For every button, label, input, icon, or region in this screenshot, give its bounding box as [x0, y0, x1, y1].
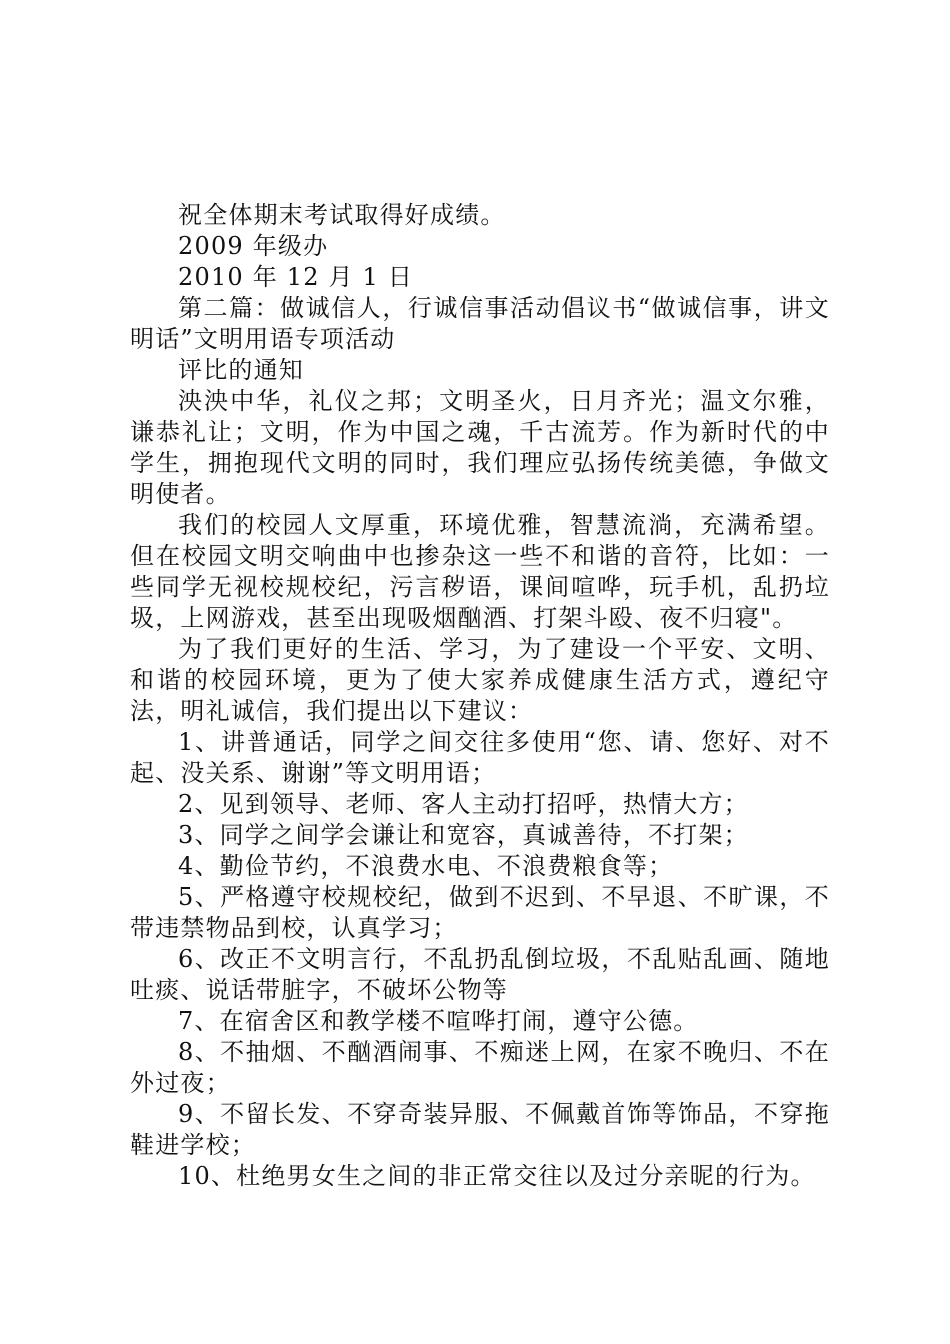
suggestion-item: 9、不留长发、不穿奇装异服、不佩戴首饰等饰品，不穿拖鞋进学校； — [130, 1100, 830, 1159]
suggestion-item: 1、讲普通话，同学之间交往多使用“您、请、您好、对不起、没关系、谢谢”等文明用语； — [130, 728, 830, 787]
section-subtitle: 评比的通知 — [178, 356, 304, 384]
paragraph-purpose: 为了我们更好的生活、学习，为了建设一个平安、文明、和谐的校园环境，更为了使大家养成健康生活方式，遵纪守法，明礼诚信，我们提出以下建议： — [130, 635, 830, 725]
signature-org: 2009 年级办 — [178, 232, 329, 260]
suggestion-item: 3、同学之间学会谦让和宽容，真诚善待，不打架； — [178, 821, 749, 849]
suggestion-item: 10、杜绝男女生之间的非正常交往以及过分亲昵的行为。 — [178, 1162, 816, 1190]
signature-date: 2010 年 12 月 1 日 — [178, 263, 414, 291]
suggestion-item: 6、改正不文明言行，不乱扔乱倒垃圾，不乱贴乱画、随地吐痰、说话带脏字，不破坏公物等 — [130, 945, 830, 1004]
section-title: 第二篇：做诚信人，行诚信事活动倡议书“做诚信事，讲文明话”文明用语专项活动 — [130, 294, 830, 353]
suggestion-item: 7、在宿舍区和教学楼不喧哗打闹，遵守公德。 — [178, 1007, 699, 1035]
paragraph-intro: 泱泱中华，礼仪之邦；文明圣火，日月齐光；温文尔雅，谦恭礼让；文明，作为中国之魂，千古流芳。作为新时代的中学生，拥抱现代文明的同时，我们理应弘扬传统美德，争做文明使者。 — [130, 387, 830, 508]
suggestion-item: 2、见到领导、老师、客人主动打招呼，热情大方； — [178, 790, 749, 818]
suggestion-item: 8、不抽烟、不酗酒闹事、不痴迷上网，在家不晚归、不在外过夜； — [130, 1038, 830, 1097]
closing-wish: 祝全体期末考试取得好成绩。 — [178, 201, 506, 229]
paragraph-campus: 我们的校园人文厚重，环境优雅，智慧流淌，充满希望。但在校园文明交响曲中也掺杂这一些不和谐的音符，比如：一些同学无视校规校纪，污言秽语，课间喧哗，玩手机，乱扔垃圾，上网游戏，甚至出现吸烟酗酒、打架斗殴、夜不归寝"。 — [130, 511, 830, 632]
document-body — [130, 200, 830, 1192]
suggestion-item: 5、严格遵守校规校纪，做到不迟到、不早退、不旷课，不带违禁物品到校，认真学习； — [130, 883, 830, 942]
suggestion-item: 4、勤俭节约，不浪费水电、不浪费粮食等； — [178, 852, 674, 880]
